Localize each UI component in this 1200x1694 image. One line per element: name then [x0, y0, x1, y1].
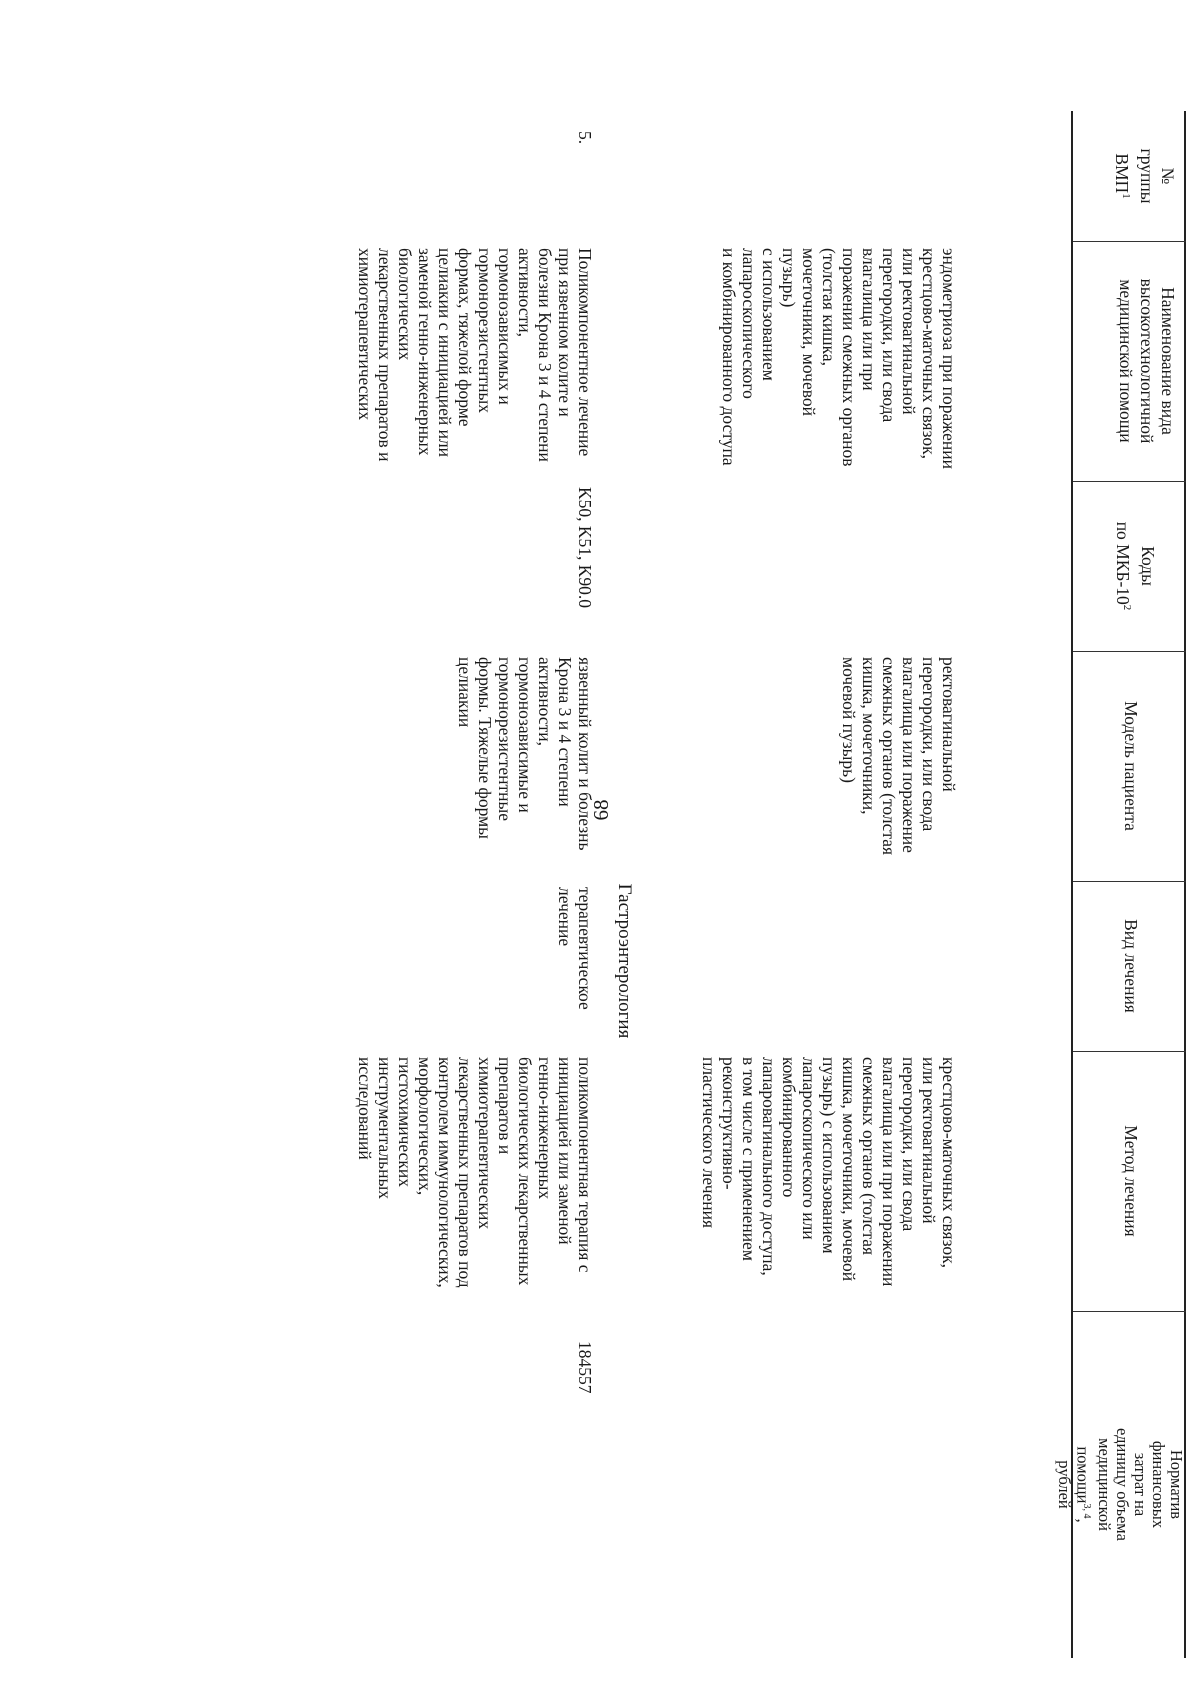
row-care-name: Поликомпонентное лечение при язвенном колите и болезни Крона 3 и 4 степени активности, гормонозависимых и гормонорезистентных формах, тяжелой форме целиакии с инициацией или заменой генно-инженерных биологических лекарственных препаратов и химиотерапевтических — [355, 248, 595, 462]
continued-care-name: эндометриоза при поражении крестцово-маточных связок, или ректовагинальной перегородки, или свода влагалища или при поражении смежных органов (толстая кишка, мочеточники, мочевой пузырь) с использованием лапароскопического и комбинированного доступа — [719, 248, 959, 470]
header-treatment-method: Метод лечения — [1121, 1125, 1141, 1237]
section-title-gastroenterology: Гастроэнтерология — [614, 883, 635, 1039]
row-patient-model: язвенный колит и болезнь Крона 3 и 4 степени активности, гормонозависимые и гормонорезистентные формы. Тяжелые формы целиакии — [455, 657, 595, 851]
header-group-number: № группы ВМП$^1$ — [1112, 148, 1178, 204]
continued-treatment-method: крестцово-маточных связок, или ректовагинальной перегородки, или свода влагалища или при поражении смежных органов (толстая кишка, мочеточники, мочевой пузырь) с использованием лапароскопического или комбинированного лапаровагинального доступа, в том числе с применением реконструктивно- пластического лечения — [699, 1057, 959, 1287]
header-icd-codes: Коды по МКБ-$10^2$ — [1113, 521, 1158, 611]
header-cost-norm: Норматив финансовых затрат на единицу объема медицинской помощи$^{3, 4}$, рублей — [1055, 1428, 1186, 1541]
row-treatment-method: поликомпонентная терапия с инициацией или заменой генно-инженерных биологических лекарственных препаратов и химиотерапевтических лекарственных препаратов под контролем иммунологических, морфологических, гистохимических инструментальных исследований — [355, 1057, 595, 1288]
header-patient-model: Модель пациента — [1121, 701, 1141, 831]
header-treatment-type: Вид лечения — [1121, 919, 1141, 1013]
row-cost-norm-value: 184557 — [575, 1341, 595, 1394]
row-number: 5. — [575, 131, 595, 145]
row-treatment-type: терапевтическое лечение — [555, 887, 595, 1010]
row-icd-codes: K50, K51, K90.0 — [575, 487, 595, 609]
header-care-name: Наименование вида высокотехнологичной медицинской помощи — [1116, 278, 1178, 444]
rotated-table — [131, 111, 1186, 1658]
page-number: 68 — [589, 799, 613, 821]
continued-patient-model: ректовагинальной перегородки, или свода влагалища или поражение смежных органов (толстая кишка, мочеточники, мочевой пузырь) — [839, 657, 959, 856]
